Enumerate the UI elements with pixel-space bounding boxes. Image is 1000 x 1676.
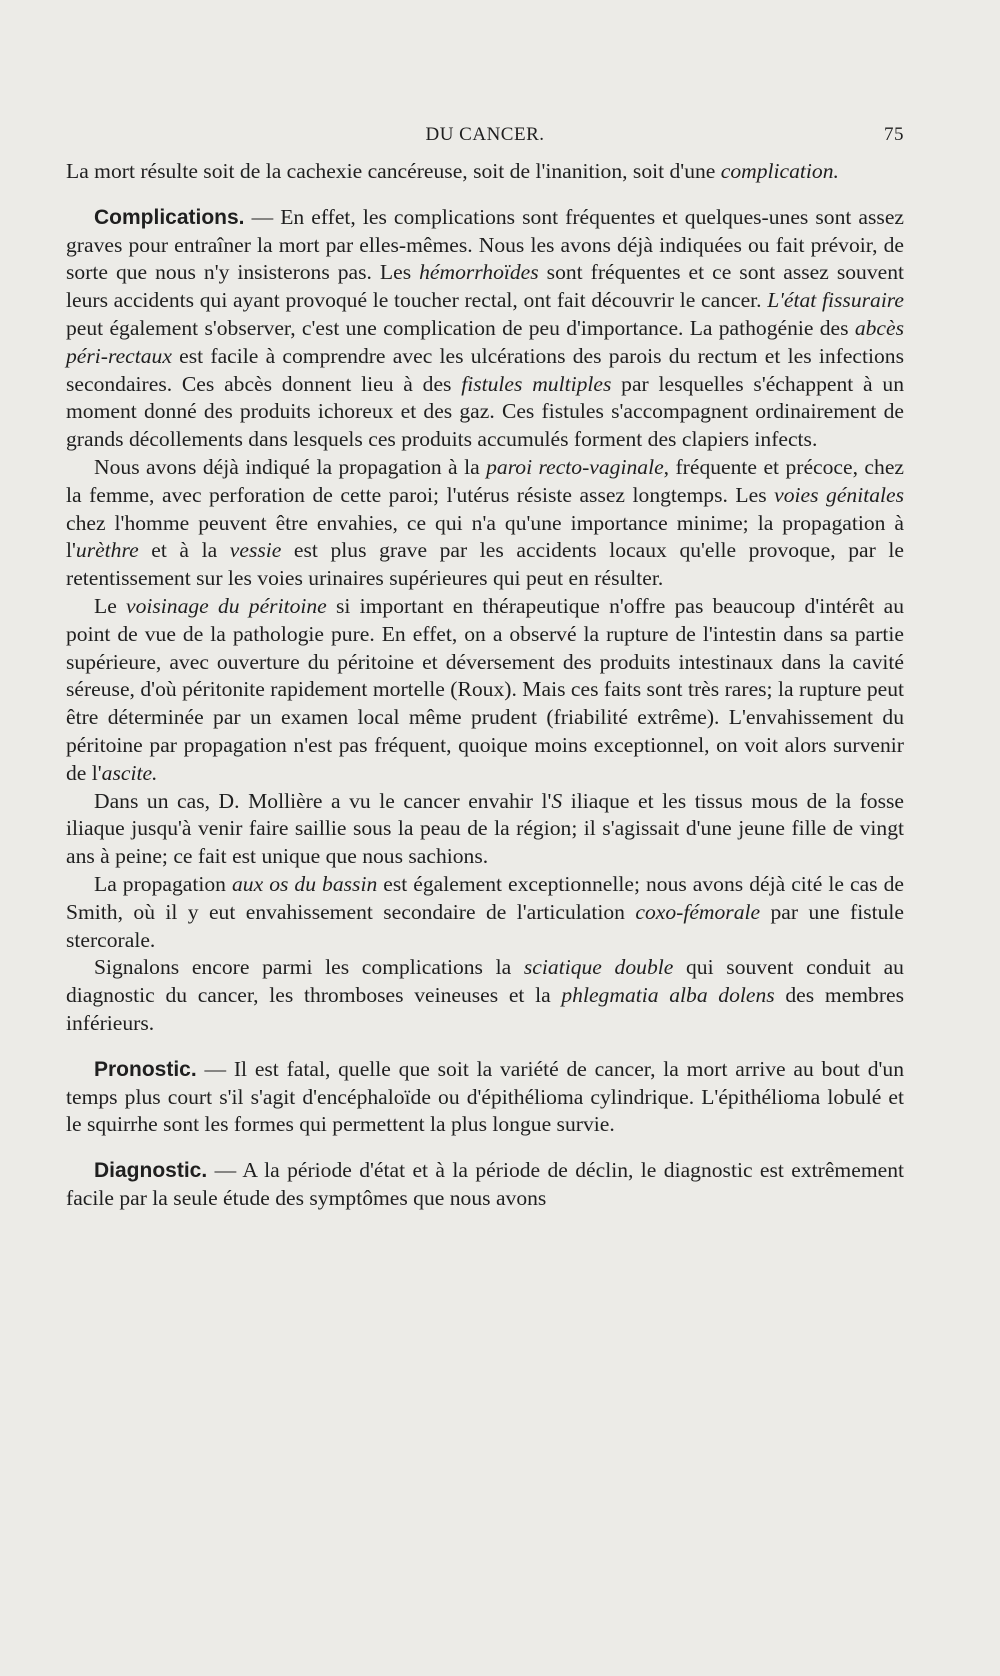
italic-term: complication.	[720, 159, 839, 183]
text-run: Nous avons déjà indiqué la propagation à la	[94, 454, 487, 479]
italic-term: voies génitales	[774, 482, 904, 507]
paragraph-molliere	[66, 788, 904, 871]
paragraph-bassin	[66, 871, 904, 954]
italic-term: paroi recto-vaginale	[486, 454, 664, 479]
text-run: Le	[94, 593, 126, 618]
section-heading: Complications.	[94, 205, 245, 229]
paragraph-sciatique	[66, 954, 904, 1037]
text-run: est également exceptionnelle; nous avons déjà cité le cas de Smith, où il y eut envahissement secondaire de l'articulation	[66, 871, 904, 924]
text-run: — En effet, les complications sont fréquentes et quelques-unes sont assez graves pour entraîner la mort par elles-mêmes. Nous les avons déjà indiquées ou fait prévoir, de sorte que nous n'y insisterons pas. Les	[66, 204, 904, 285]
text-run: La mort résulte soit de la cachexie cancéreuse, soit de l'inanition, soit d'une	[66, 159, 721, 183]
text-run: peut également s'observer, c'est une complication de peu d'importance. La pathogénie des	[66, 315, 855, 340]
page-body	[66, 158, 904, 1213]
text-run: et à la	[138, 538, 230, 563]
section-heading: Diagnostic.	[94, 1159, 208, 1183]
text-run: , fréquente et précoce, chez la femme, avec perforation de cette paroi; l'utérus résiste assez longtemps. Les	[66, 454, 904, 507]
italic-term: abcès péri-rectaux	[66, 315, 904, 368]
running-head	[66, 124, 904, 152]
page-number: 75	[884, 124, 904, 145]
paragraph-complications	[66, 204, 904, 454]
italic-term: coxo-fémorale	[635, 899, 761, 924]
text-run: est plus grave par les accidents locaux qu'elle provoque, par le retentissement sur les voies urinaires supérieures qui peut en résulter.	[66, 538, 904, 591]
text-run: qui souvent conduit au diagnostic du cancer, les thromboses veineuses et la	[66, 955, 904, 1008]
paragraph-continuation	[66, 158, 904, 186]
italic-term: fistules multiples	[461, 371, 612, 396]
text-run: iliaque et les tissus mous de la fosse iliaque jusqu'à venir faire saillie sous la peau de la région; il s'agissait d'une jeune fille de vingt ans à peine; ce fait est unique que nous sachions.	[66, 788, 904, 869]
text-run: Signalons encore parmi les complications la	[94, 955, 524, 980]
text-run: par une fistule stercorale.	[66, 899, 904, 952]
italic-term: vessie	[229, 538, 282, 563]
running-title: DU CANCER.	[425, 124, 545, 145]
text-run: — Il est fatal, quelle que soit la variété de cancer, la mort arrive au bout d'un temps plus court s'il s'agit d'encéphaloïde ou d'épithélioma cylindrique. L'épithélioma lobulé et le squirrhe sont les formes qui permettent la plus longue survie.	[66, 1056, 904, 1137]
text-run: chez l'homme peuvent être envahies, ce qui n'a qu'une importance minime; la propagation à l'	[66, 510, 904, 563]
text-run: La propagation	[94, 871, 232, 896]
text-run: — A la période d'état et à la période de déclin, le diagnostic est extrêmement facile par la seule étude des symptômes que nous avons	[66, 1158, 904, 1210]
section-heading: Pronostic.	[94, 1057, 197, 1081]
paragraph-diagnostic	[66, 1157, 904, 1213]
text-run: est facile à comprendre avec les ulcérations des parois du rectum et les infections secondaires. Ces abcès donnent lieu à des	[66, 343, 904, 396]
italic-term: aux os du bassin	[231, 871, 378, 896]
text-run: des membres inférieurs.	[66, 983, 904, 1035]
italic-term: L'état fissuraire	[767, 288, 904, 313]
italic-term: ascite.	[101, 760, 158, 785]
paragraph-pronostic	[66, 1056, 904, 1139]
text-run: par lesquelles s'échappent à un moment donné des produits ichoreux et des gaz. Ces fistules s'accompagnent ordinairement de grands décollements dans lesquels ces produits accumulés forment des clapiers infects.	[66, 371, 904, 452]
italic-term: urèthre	[75, 538, 139, 563]
paragraph-recto-vaginal	[66, 454, 904, 593]
italic-term: S	[551, 788, 563, 813]
italic-term: voisinage du péritoine	[126, 593, 327, 618]
italic-term: hémorrhoïdes	[419, 260, 539, 285]
italic-term: phlegmatia alba dolens	[561, 983, 775, 1008]
text-run: si important en thérapeutique n'offre pas beaucoup d'intérêt au point de vue de la pathologie pure. En effet, on a observé la rupture de l'intestin dans sa partie supérieure, avec ouverture du péritoine et déversement des produits intestinaux dans la cavité séreuse, d'où péritonite rapidement mortelle (Roux). Mais ces faits sont très rares; la rupture peut être déterminée par un examen local même prudent (friabilité extrême). L'envahissement du péritoine par propagation n'est pas fréquent, quoique moins exceptionnel, on voit alors survenir de l'	[66, 593, 904, 785]
text-run: Dans un cas, D. Mollière a vu le cancer envahir l'	[94, 788, 552, 813]
paragraph-peritoine	[66, 593, 904, 788]
italic-term: sciatique double	[523, 955, 674, 980]
text-run: sont fréquentes et ce sont assez souvent leurs accidents qui ayant provoqué le toucher rectal, ont fait découvrir le cancer.	[66, 260, 904, 313]
